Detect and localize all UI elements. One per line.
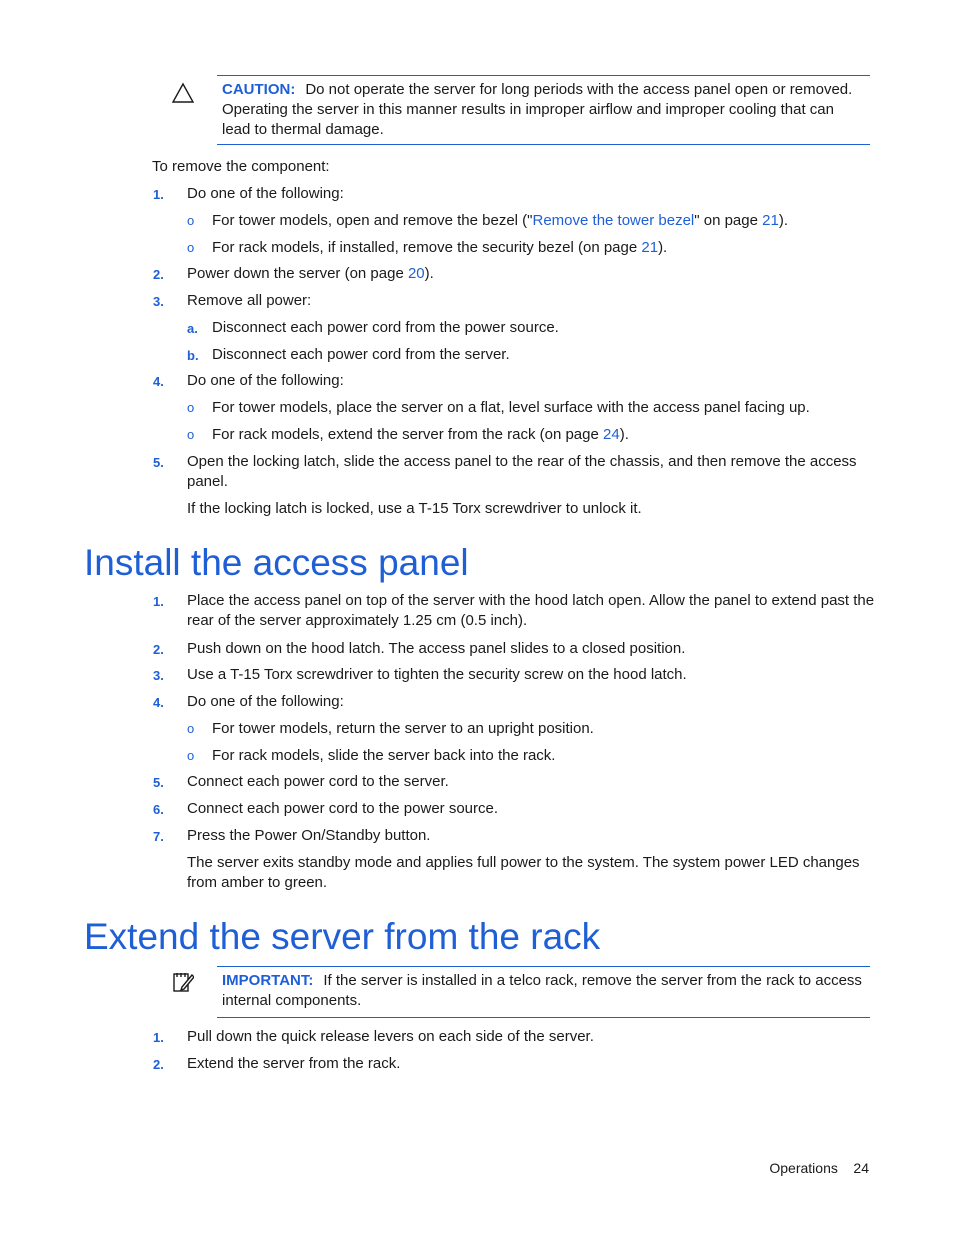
caution-box [217,75,870,145]
step-text: Connect each power cord to the server. [187,773,449,790]
step-text: Do one of the following: [187,693,344,710]
step-text: Do one of the following: [187,372,344,389]
step-text-line1: Open the locking latch, slide the access panel to the rear of the chassis, and then remove the access [187,453,857,470]
step-text: For tower models, return the server to an upright position. [212,720,594,737]
bullet-marker: o [187,240,195,255]
step-text: Push down on the hood latch. The access panel slides to a closed position. [187,640,686,657]
step-text: For rack models, slide the server back into the rack. [212,747,556,764]
note-line2: from amber to green. [187,874,328,891]
bullet-marker: o [187,427,195,442]
footer-section: Operations [769,1160,838,1176]
bullet-marker: o [187,721,195,736]
remove-intro: To remove the component: [152,158,330,175]
step-number: 2. [153,267,164,282]
important-note-icon [172,971,194,993]
caution-label: CAUTION: [222,81,296,98]
step-text: Press the Power On/Standby button. [187,827,431,844]
bullet-marker: o [187,400,195,415]
link-remove-tower-bezel[interactable]: Remove the tower bezel [532,212,695,229]
step-number: 3. [153,668,164,683]
link-page-21[interactable]: 21 [641,239,659,256]
step-number: 2. [153,642,164,657]
step-number: 4. [153,374,164,389]
link-page-24[interactable]: 24 [603,426,620,443]
step-text: Remove all power: [187,292,312,309]
footer-page-number: 24 [853,1160,869,1176]
step-number: 3. [153,294,164,309]
step-number: 1. [153,1030,164,1045]
bullet-marker: o [187,213,195,228]
caution-text: Do not operate the server for long periods with the access panel open or removed. Operating the server in this manner results in improper airflow and improper cooling that can lead to thermal damage. [222,81,853,138]
step-text: Disconnect each power cord from the power source. [212,319,559,336]
substep-marker: a. [187,321,198,336]
step-number: 5. [153,775,164,790]
page-footer [769,1158,869,1178]
remove-step-5-note: If the locking latch is locked, use a T-15 Torx screwdriver to unlock it. [187,500,642,517]
step-text-line2: rear of the server approximately 1.25 cm (0.5 inch). [187,612,528,629]
step-text: Do one of the following: [187,185,344,202]
step-number: 6. [153,802,164,817]
step-number: 1. [153,187,164,202]
bullet-marker: o [187,748,195,763]
heading-extend-server: Extend the server from the rack [84,916,601,957]
note-line1: The server exits standby mode and applies full power to the system. The system power LED changes [187,854,860,871]
step-number: 5. [153,455,164,470]
step-text-line2: panel. [187,473,228,490]
substep-marker: b. [187,348,199,363]
link-page-20[interactable]: 20 [407,265,425,282]
step-number: 4. [153,695,164,710]
important-box [217,966,870,1018]
caution-triangle-icon [172,82,194,104]
step-text: Pull down the quick release levers on each side of the server. [187,1028,594,1045]
step-text: Extend the server from the rack. [187,1055,401,1072]
link-page-21[interactable]: 21 [762,212,779,229]
step-text: Use a T-15 Torx screwdriver to tighten the security screw on the hood latch. [187,666,687,683]
step-number: 1. [153,594,164,609]
heading-install-access-panel: Install the access panel [84,542,469,583]
step-text: For tower models, place the server on a flat, level surface with the access panel facing up. [212,399,810,416]
step-number: 2. [153,1057,164,1072]
step-text-line1: Place the access panel on top of the server with the hood latch open. Allow the panel to extend past the [187,592,875,609]
important-label: IMPORTANT: [222,972,314,989]
manual-page: CAUTION: Do not operate the server for long periods with the access panel open or removed. Operating the server in this manner results in improper airflow and improper cooling that can lead to thermal damage. To remove the component: 1. Do one of the following: o For tower models, open and remove the bezel ("Remove the tower bezel" on page 21). o For rack models, if installed, remove the security bezel (on page 21). 2. Power down the server (on page 20). 3. Remove all power: a. Disconnect each power cord from the power source. b. Disconnect each power cord from the server. 4. Do one of the following: o For tower models, place the server on a flat, level surface with the access panel facing up. o For rack models, extend the server from the rack (on page 24). 5. Open the locking latch, slide the access panel to the rear of the chassis, and then remove the access panel. If the locking latch is locked, use a T-15 Torx screwdriver to unlock it. Install the access panel 1. Place the access panel on top of the server with the hood latch open. Allow the panel to extend past the rear of the server approximately 1.25 cm (0.5 inch). 2. Push down on the hood latch. The access panel slides to a closed position. 3. Use a T-15 Torx screwdriver to tighten the security screw on the hood latch. 4. Do one of the following: o For tower models, return the server to an upright position. o For rack models, slide the server back into the rack. 5. Connect each power cord to the server. 6. Connect each power cord to the power source. 7. Press the Power On/Standby button. The server exits standby mode and applies full power to the system. The system power LED changes from amber to green. Extend the server from the rack IMPORTANT: If the server is installed in a telco rack, remove the server from the rack to access internal components. 1. Pull down the quick release levers on each side of the server. 2. Extend the server from the rack. Operations 24 [0,0,954,1235]
step-text: Connect each power cord to the power source. [187,800,499,817]
step-number: 7. [153,829,164,844]
important-text: If the server is installed in a telco rack, remove the server from the rack to access internal components. [222,972,862,1009]
step-text: Disconnect each power cord from the server. [212,346,510,363]
